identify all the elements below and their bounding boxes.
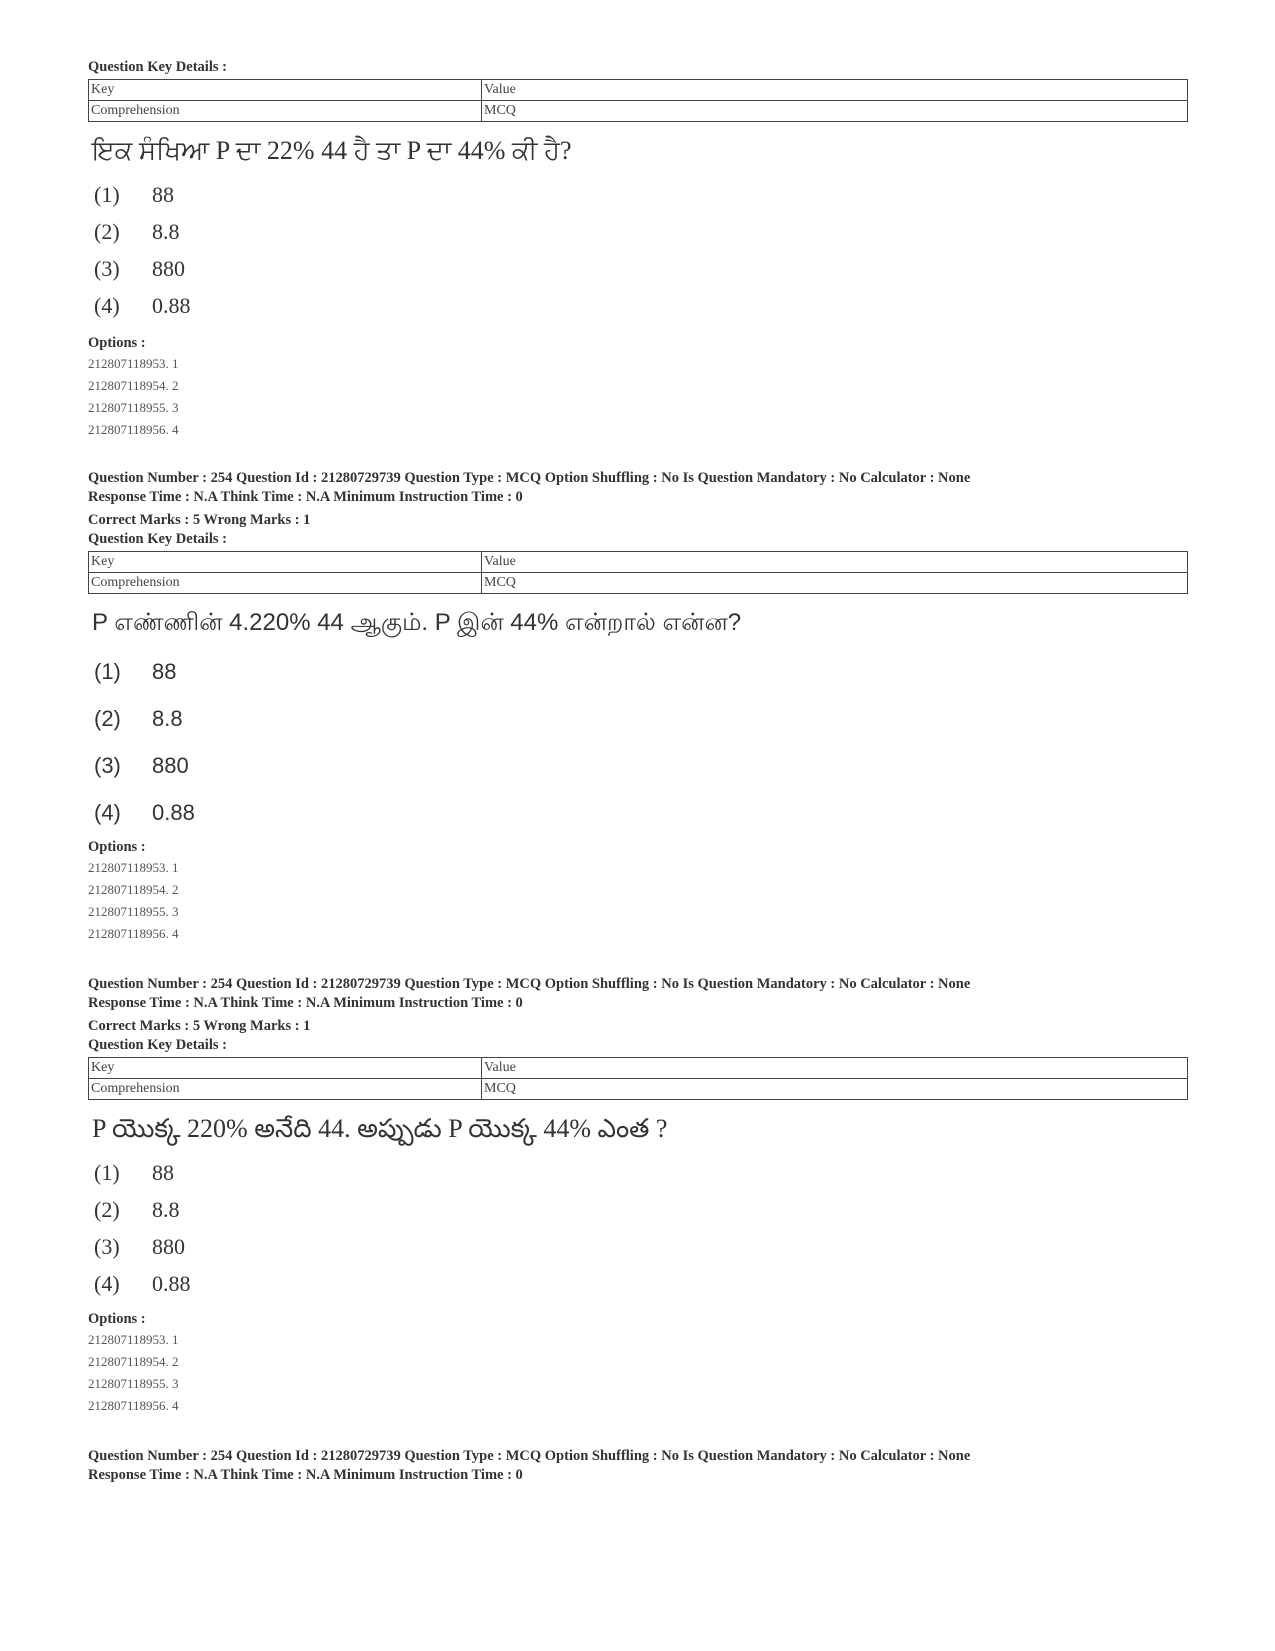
options-label: Options : xyxy=(88,839,146,855)
question-text: ਇਕ ਸੰਖਿਆ P ਦਾ 22% 44 ਹੈ ਤਾ P ਦਾ 44% ਕੀ ਹੈ? xyxy=(92,136,572,165)
option-id: 212807118954. 2 xyxy=(88,882,179,897)
option-value: 880 xyxy=(152,753,189,778)
option-value: 0.88 xyxy=(152,800,195,825)
answer-option xyxy=(94,1191,1190,1228)
key-table xyxy=(88,551,1188,594)
key-table xyxy=(88,79,1188,122)
key-details-label: Question Key Details : xyxy=(88,1037,227,1053)
option-number: (4) xyxy=(94,800,121,825)
key-table-row xyxy=(89,101,1188,122)
key-cell: Comprehension xyxy=(89,573,482,594)
question-meta-line: Question Number : 254 Question Id : 21280729739 Question Type : MCQ Option Shuffling : No Is Question Mandatory : No Calculator : None xyxy=(88,470,971,486)
option-value: 880 xyxy=(152,1234,185,1259)
key-header: Key xyxy=(89,552,482,573)
answer-option xyxy=(94,789,1190,836)
option-value: 8.8 xyxy=(152,706,183,731)
answer-option xyxy=(94,1265,1190,1302)
value-cell: MCQ xyxy=(482,101,1188,122)
key-table-header xyxy=(89,552,1188,573)
option-value: 88 xyxy=(152,659,177,684)
option-number: (4) xyxy=(94,1271,120,1296)
question-block-footer xyxy=(88,1447,1190,1485)
key-cell: Comprehension xyxy=(89,101,482,122)
option-value: 88 xyxy=(152,1160,174,1185)
option-value: 8.8 xyxy=(152,1197,180,1222)
key-header: Key xyxy=(89,1058,482,1079)
answer-option xyxy=(94,695,1190,742)
option-number: (1) xyxy=(94,659,121,684)
answer-options xyxy=(88,1154,1190,1302)
marks-line: Correct Marks : 5 Wrong Marks : 1 xyxy=(88,512,311,528)
key-header: Key xyxy=(89,80,482,101)
marks-line: Correct Marks : 5 Wrong Marks : 1 xyxy=(88,1018,311,1034)
key-details-label: Question Key Details : xyxy=(88,531,227,547)
value-header: Value xyxy=(482,1058,1188,1079)
option-id: 212807118953. 1 xyxy=(88,860,179,875)
document-page xyxy=(88,58,1190,1485)
option-id: 212807118955. 3 xyxy=(88,904,179,919)
option-value: 0.88 xyxy=(152,1271,191,1296)
option-id: 212807118953. 1 xyxy=(88,356,179,371)
option-id: 212807118954. 2 xyxy=(88,378,179,393)
answer-option xyxy=(94,213,1190,250)
option-id-list xyxy=(88,353,1190,441)
key-table-row xyxy=(89,1079,1188,1100)
question-text: P యొక్క 220% అనేది 44. అప్పుడు P యొక్క 44% ఎంత ? xyxy=(92,1114,668,1143)
option-value: 880 xyxy=(152,256,185,281)
option-id: 212807118955. 3 xyxy=(88,1376,179,1391)
question-block-telugu xyxy=(88,975,1190,1417)
answer-option xyxy=(94,742,1190,789)
value-cell: MCQ xyxy=(482,1079,1188,1100)
option-id: 212807118955. 3 xyxy=(88,400,179,415)
option-value: 8.8 xyxy=(152,219,180,244)
answer-option xyxy=(94,287,1190,324)
question-block-tamil xyxy=(88,469,1190,945)
answer-option xyxy=(94,1154,1190,1191)
option-number: (3) xyxy=(94,1234,120,1259)
key-table-row xyxy=(89,573,1188,594)
answer-option xyxy=(94,648,1190,695)
option-number: (1) xyxy=(94,182,120,207)
option-id: 212807118953. 1 xyxy=(88,1332,179,1347)
option-number: (4) xyxy=(94,293,120,318)
option-value: 88 xyxy=(152,182,174,207)
option-id: 212807118954. 2 xyxy=(88,1354,179,1369)
question-text: P எண்ணின் 4.220% 44 ஆகும். P இன் 44% என்றால் என்ன? xyxy=(92,609,742,636)
question-block-punjabi xyxy=(88,58,1190,441)
key-table xyxy=(88,1057,1188,1100)
key-cell: Comprehension xyxy=(89,1079,482,1100)
option-id: 212807118956. 4 xyxy=(88,1398,179,1413)
option-id: 212807118956. 4 xyxy=(88,422,179,437)
key-table-header xyxy=(89,1058,1188,1079)
option-id-list xyxy=(88,857,1190,945)
option-number: (1) xyxy=(94,1160,120,1185)
key-table-header xyxy=(89,80,1188,101)
answer-option xyxy=(94,176,1190,213)
key-details-label: Question Key Details : xyxy=(88,59,227,75)
response-time-line: Response Time : N.A Think Time : N.A Minimum Instruction Time : 0 xyxy=(88,489,523,505)
option-number: (3) xyxy=(94,256,120,281)
value-header: Value xyxy=(482,80,1188,101)
question-meta-line: Question Number : 254 Question Id : 21280729739 Question Type : MCQ Option Shuffling : No Is Question Mandatory : No Calculator : None xyxy=(88,976,971,992)
answer-option xyxy=(94,1228,1190,1265)
answer-options xyxy=(88,648,1190,836)
option-id-list xyxy=(88,1329,1190,1417)
answer-option xyxy=(94,250,1190,287)
option-number: (3) xyxy=(94,753,121,778)
question-meta-line: Question Number : 254 Question Id : 21280729739 Question Type : MCQ Option Shuffling : No Is Question Mandatory : No Calculator : None xyxy=(88,1448,971,1464)
option-number: (2) xyxy=(94,219,120,244)
option-value: 0.88 xyxy=(152,293,191,318)
option-number: (2) xyxy=(94,1197,120,1222)
value-header: Value xyxy=(482,552,1188,573)
answer-options xyxy=(88,176,1190,324)
options-label: Options : xyxy=(88,335,146,351)
response-time-line: Response Time : N.A Think Time : N.A Minimum Instruction Time : 0 xyxy=(88,1467,523,1483)
option-number: (2) xyxy=(94,706,121,731)
value-cell: MCQ xyxy=(482,573,1188,594)
response-time-line: Response Time : N.A Think Time : N.A Minimum Instruction Time : 0 xyxy=(88,995,523,1011)
options-label: Options : xyxy=(88,1311,146,1327)
option-id: 212807118956. 4 xyxy=(88,926,179,941)
